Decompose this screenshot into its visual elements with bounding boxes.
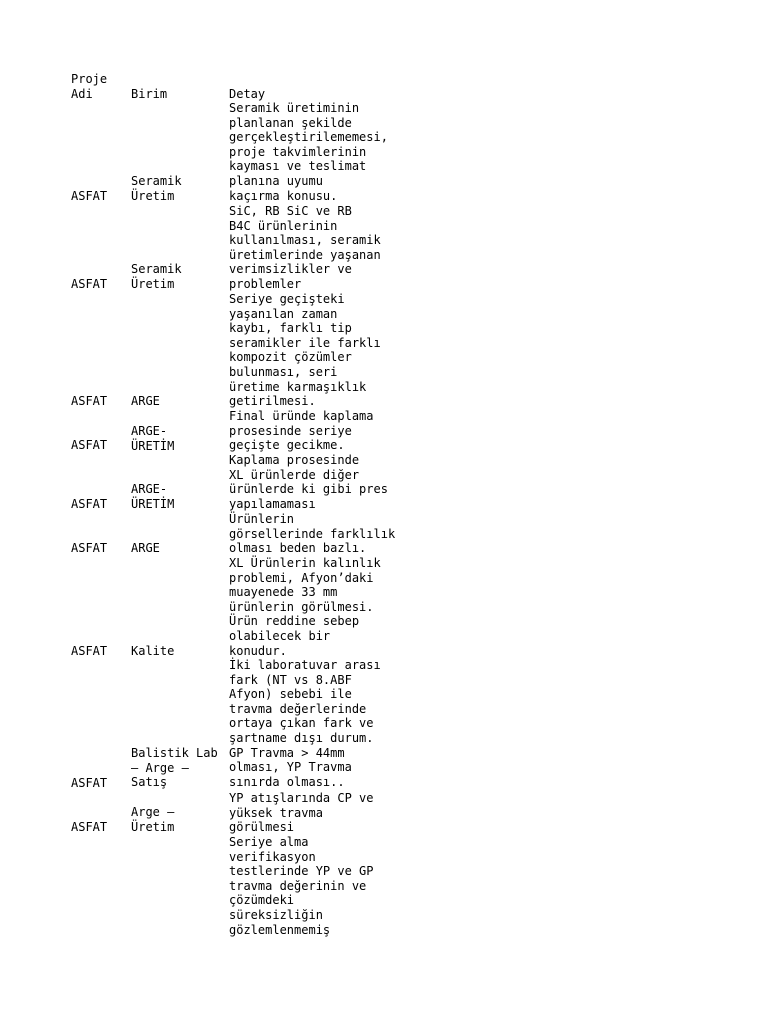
row-detail: Final üründe kaplama prosesinde seriye geçişte gecikme.: [229, 409, 374, 453]
row-detail: İki laboratuvar arası fark (NT vs 8.ABF Afyon) sebebi ile travma değerlerinde ortaya çıkan fark ve şartname dışı durum. GP Travma > 44mm olması, YP Travma sınırda olması..: [229, 658, 381, 789]
row-unit: Seramik Üretim: [131, 262, 182, 291]
row-unit: ARGE- ÜRETİM: [131, 424, 175, 453]
row-unit: Arge – Üretim: [131, 805, 175, 834]
row-project: ASFAT: [71, 394, 108, 408]
row-unit: ARGE- ÜRETİM: [131, 482, 175, 511]
row-unit: ARGE: [131, 541, 160, 555]
row-unit: Balistik Lab – Arge – Satış: [131, 746, 218, 790]
row-unit: Kalite: [131, 644, 175, 658]
row-detail: Seriye geçişteki yaşanılan zaman kaybı, farklı tip seramikler ile farklı kompozit çözümler bulunması, seri üretime karmaşıklık getirilmesi.: [229, 292, 381, 409]
row-detail: YP atışlarında CP ve yüksek travma görülmesi: [229, 791, 374, 835]
row-project: ASFAT: [71, 189, 108, 203]
header-project-name: Proje Adi: [71, 72, 108, 101]
row-project: ASFAT: [71, 438, 108, 452]
row-project: ASFAT: [71, 277, 108, 291]
row-detail: Seriye alma verifikasyon testlerinde YP ve GP travma değerinin ve çözümdeki süreksizliğin gözlemlenmemiş: [229, 835, 374, 937]
row-detail: Ürünlerin görsellerinde farklılık olması beden bazlı.: [229, 512, 396, 556]
row-unit: ARGE: [131, 394, 160, 408]
row-detail: SiC, RB SiC ve RB B4C ürünlerinin kullanılması, seramik üretimlerinde yaşanan verimsizlikler ve problemler: [229, 204, 381, 291]
row-unit: Seramik Üretim: [131, 174, 182, 203]
row-detail: Kaplama prosesinde XL ürünlerde diğer ürünlerde ki gibi pres yapılamaması: [229, 453, 388, 511]
row-project: ASFAT: [71, 644, 108, 658]
row-detail: Seramik üretiminin planlanan şekilde gerçekleştirilememesi, proje takvimlerinin kayması ve teslimat planına uyumu kaçırma konusu.: [229, 101, 388, 203]
row-project: ASFAT: [71, 497, 108, 511]
row-project: ASFAT: [71, 776, 108, 790]
row-project: ASFAT: [71, 820, 108, 834]
row-project: ASFAT: [71, 541, 108, 555]
header-detail: Detay: [229, 87, 266, 101]
row-detail: XL Ürünlerin kalınlık problemi, Afyon’daki muayenede 33 mm ürünlerin görülmesi. Ürün reddine sebep olabilecek bir konudur.: [229, 556, 381, 658]
header-unit: Birim: [131, 87, 168, 101]
